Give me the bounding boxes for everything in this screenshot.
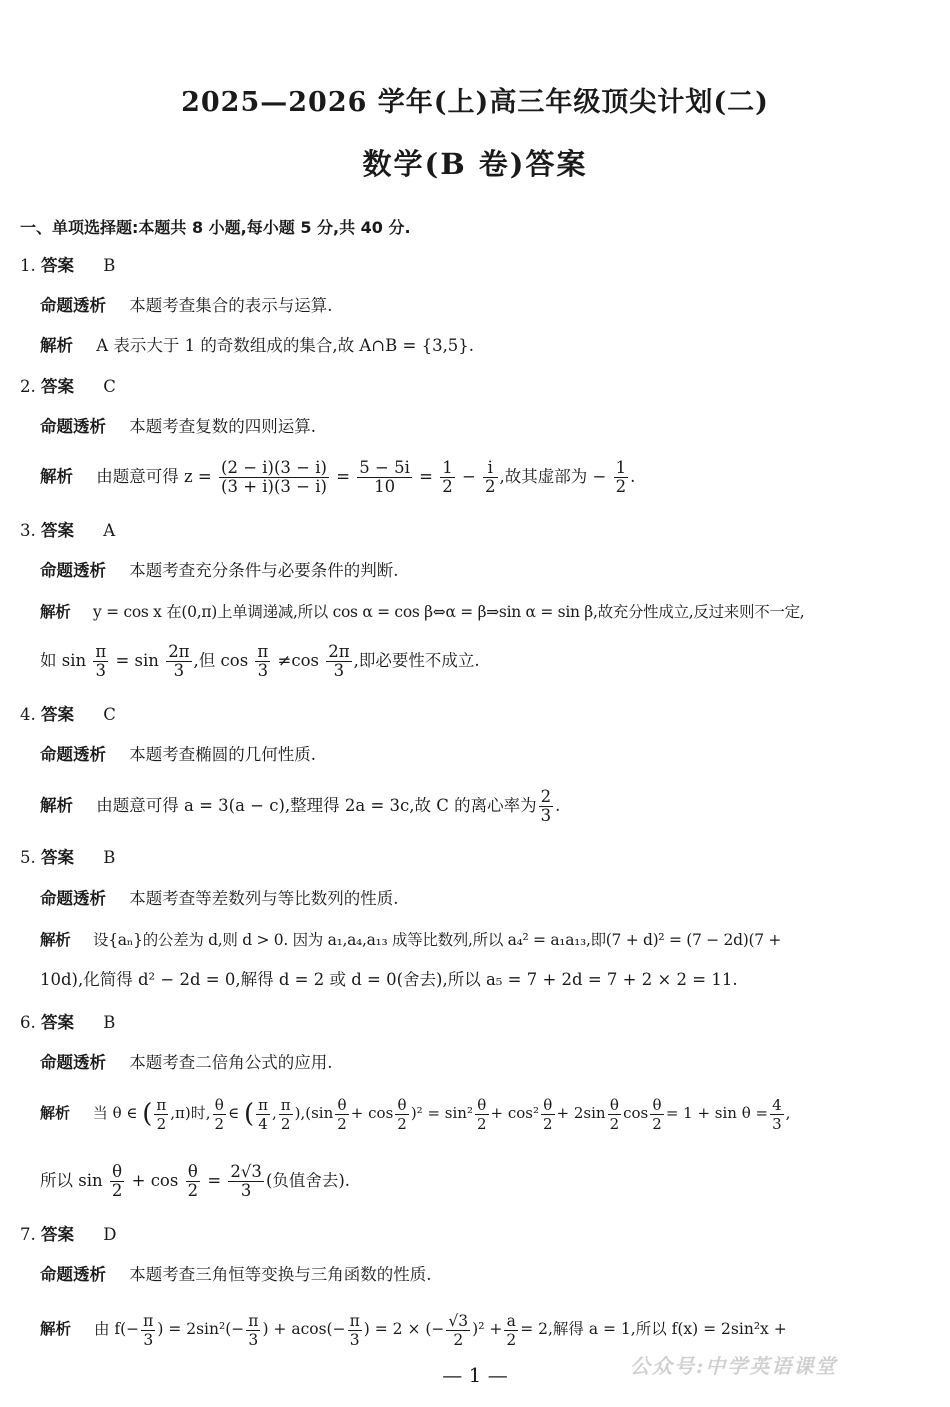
q6-analysis-line-2 <box>40 1158 350 1204</box>
answer-value: B <box>103 1013 116 1032</box>
analysis-text: + cos² <box>490 1104 539 1122</box>
denominator: 2 <box>453 1330 464 1349</box>
denominator: 2 <box>111 1181 123 1200</box>
q2-analysis-line <box>40 454 635 500</box>
fraction <box>256 1096 270 1133</box>
intent-text: 本题考查二倍角公式的应用. <box>129 1053 333 1072</box>
analysis-text: + 2sin <box>556 1104 606 1122</box>
analysis-text: ), <box>294 1104 306 1122</box>
numerator: π <box>95 642 107 661</box>
numerator: 5 − 5i <box>359 458 410 477</box>
q1-answer-line <box>20 254 115 278</box>
fraction <box>154 1096 168 1133</box>
numerator: π <box>143 1311 154 1330</box>
analysis-text: = <box>207 1171 222 1190</box>
answer-label: 答案 <box>41 848 74 867</box>
analysis-text: 如 sin <box>40 651 87 670</box>
numerator: θ <box>110 1163 125 1182</box>
denominator: 2 <box>652 1114 662 1133</box>
q2-intent-line <box>40 415 316 439</box>
analysis-text: y = cos x 在(0,π)上单调递减,所以 cos α = cos β⇔α = β⇒sin α = sin β,故充分性成立,反过来则不一定, <box>93 603 805 621</box>
denominator: 10 <box>374 477 396 496</box>
q1-intent-line <box>40 294 333 318</box>
analysis-text: , <box>271 1104 277 1122</box>
numerator: 2 <box>540 787 552 806</box>
analysis-label: 解析 <box>40 603 71 621</box>
analysis-text: cos <box>623 1104 649 1122</box>
paren: ( <box>243 1099 255 1129</box>
fraction <box>395 1096 409 1133</box>
denominator: 2 <box>280 1114 291 1133</box>
fraction <box>219 459 329 496</box>
numerator: π <box>248 1311 259 1330</box>
analysis-text: + cos <box>131 1171 179 1190</box>
q7-intent-line <box>40 1263 432 1287</box>
analysis-label: 解析 <box>40 467 73 486</box>
paren: ( <box>142 1099 153 1129</box>
fraction <box>326 643 351 680</box>
document-title: 2025—2026 学年(上)高三年级顶尖计划(二) <box>181 87 769 118</box>
denominator: 3 <box>173 661 185 680</box>
denominator: 2 <box>615 477 627 496</box>
fraction <box>246 1312 260 1349</box>
intent-text: 本题考查三角恒等变换与三角函数的性质. <box>129 1265 432 1284</box>
numerator: i <box>483 459 498 478</box>
fraction <box>614 459 629 496</box>
intent-text: 本题考查集合的表示与运算. <box>129 296 333 315</box>
numerator: θ <box>395 1096 409 1115</box>
denominator: 2 <box>476 1114 487 1133</box>
intent-label: 命题透析 <box>40 889 106 908</box>
answer-value: B <box>103 256 116 275</box>
denominator: 3 <box>333 661 345 680</box>
fraction <box>228 1163 264 1200</box>
question-number: 5. <box>20 848 36 867</box>
q3-analysis-line-2 <box>40 638 480 684</box>
numerator: π <box>156 1095 167 1114</box>
denominator: 2 <box>337 1114 347 1133</box>
analysis-text: = 2,解得 a = 1,所以 f(x) = 2sin²x + <box>520 1320 787 1338</box>
analysis-text: )² + <box>472 1320 503 1338</box>
analysis-text: 当 θ ∈ <box>92 1104 138 1122</box>
q1-analysis-line <box>40 334 474 358</box>
answer-value: C <box>103 377 116 396</box>
fraction <box>110 1163 125 1200</box>
fraction <box>166 643 191 680</box>
answer-label: 答案 <box>41 1225 74 1244</box>
analysis-text: ∈ <box>228 1104 240 1122</box>
numerator: 2π <box>328 642 350 661</box>
q2-answer-line <box>20 375 116 399</box>
denominator: 2 <box>609 1114 620 1133</box>
denominator: 2 <box>506 1330 517 1349</box>
analysis-label: 解析 <box>40 796 73 815</box>
fraction <box>335 1096 349 1133</box>
analysis-text: ) = 2 × (− <box>363 1320 445 1338</box>
numerator: (2 − i)(3 − i) <box>221 458 327 477</box>
watermark: 公众号:中学英语课堂 <box>630 1354 838 1378</box>
numerator: 1 <box>615 458 627 477</box>
answer-label: 答案 <box>41 521 74 540</box>
analysis-text: 由题意可得 a = 3(a − c),整理得 2a = 3c,故 C 的离心率为 <box>96 796 537 815</box>
answer-value: C <box>103 705 116 724</box>
fraction <box>650 1096 664 1133</box>
fraction <box>279 1096 293 1133</box>
analysis-text: ,故其虚部为 − <box>499 467 607 486</box>
answer-value: D <box>103 1225 117 1244</box>
intent-text: 本题考查充分条件与必要条件的判断. <box>129 561 399 580</box>
analysis-text: 由题意可得 z = <box>96 467 212 486</box>
q5-intent-line <box>40 887 399 911</box>
intent-text: 本题考查等差数列与等比数列的性质. <box>129 889 399 908</box>
denominator: 4 <box>258 1114 268 1133</box>
intent-label: 命题透析 <box>40 745 106 764</box>
q3-intent-line <box>40 559 399 583</box>
denominator: 2 <box>397 1114 407 1133</box>
numerator: 2π <box>168 642 190 661</box>
fraction <box>186 1163 201 1200</box>
analysis-text: 设{aₙ}的公差为 d,则 d > 0. 因为 a₁,a₄,a₁₃ 成等比数列,所以 a₄² = a₁a₁₃,即(7 + d)² = (7 − 2d)(7 + <box>93 931 782 949</box>
section-heading: 一、单项选择题:本题共 8 小题,每小题 5 分,共 40 分. <box>20 218 411 237</box>
analysis-text: ,即必要性不成立. <box>353 651 480 670</box>
fraction <box>539 788 554 825</box>
intent-label: 命题透析 <box>40 1053 106 1072</box>
question-number: 2. <box>20 377 36 396</box>
numerator: θ <box>213 1096 227 1115</box>
q3-analysis-line <box>40 600 804 624</box>
denominator: 3 <box>143 1330 154 1349</box>
numerator: θ <box>475 1096 489 1115</box>
q6-analysis-line <box>40 1090 790 1137</box>
analysis-text: = sin <box>115 651 159 670</box>
analysis-text: = 1 + sin θ = <box>665 1104 769 1122</box>
fraction <box>541 1096 555 1133</box>
intent-text: 本题考查椭圆的几何性质. <box>129 745 316 764</box>
fraction <box>608 1096 622 1133</box>
answer-value: B <box>103 848 116 867</box>
q3-answer-line <box>20 519 115 543</box>
analysis-label: 解析 <box>40 931 71 949</box>
question-number: 7. <box>20 1225 36 1244</box>
denominator: 3 <box>540 806 552 825</box>
q4-analysis-line <box>40 783 560 829</box>
question-number: 1. <box>20 256 36 275</box>
denominator: (3 + i)(3 − i) <box>221 477 327 496</box>
equals: = <box>336 467 351 486</box>
denominator: 2 <box>485 477 496 496</box>
fraction <box>255 643 270 680</box>
denominator: 3 <box>349 1330 360 1349</box>
fraction <box>93 643 108 680</box>
numerator: θ <box>541 1096 555 1115</box>
analysis-text: , <box>785 1104 791 1122</box>
numerator: θ <box>186 1163 201 1182</box>
fraction <box>770 1096 784 1133</box>
analysis-text: (负值舍去). <box>265 1171 351 1190</box>
analysis-text: . <box>630 467 636 486</box>
equals: = <box>419 467 433 486</box>
denominator: 3 <box>257 661 269 680</box>
numerator: 2√3 <box>230 1162 262 1181</box>
q5-analysis-line <box>40 928 781 952</box>
fraction <box>504 1312 518 1349</box>
numerator: π <box>349 1311 360 1330</box>
analysis-text: ,π)时, <box>170 1104 211 1122</box>
numerator: π <box>257 642 269 661</box>
q4-intent-line <box>40 743 316 767</box>
numerator: a <box>504 1312 518 1331</box>
answer-value: A <box>103 521 116 540</box>
analysis-text: 由 f(− <box>93 1320 140 1338</box>
intent-label: 命题透析 <box>40 1265 106 1284</box>
numerator: θ <box>650 1096 664 1115</box>
q7-analysis-line <box>40 1306 787 1352</box>
numerator: 1 <box>442 458 453 477</box>
analysis-text: (sin <box>305 1104 334 1122</box>
denominator: 2 <box>442 477 453 496</box>
intent-label: 命题透析 <box>40 561 106 580</box>
question-number: 3. <box>20 521 36 540</box>
answer-label: 答案 <box>41 256 74 275</box>
fraction <box>483 459 498 496</box>
intent-label: 命题透析 <box>40 296 106 315</box>
analysis-text: ) = 2sin²(− <box>157 1320 245 1338</box>
denominator: 2 <box>542 1114 553 1133</box>
intent-label: 命题透析 <box>40 417 106 436</box>
fraction <box>475 1096 489 1133</box>
numerator: π <box>258 1095 268 1114</box>
page-number: — 1 — <box>442 1363 508 1387</box>
q4-answer-line <box>20 703 116 727</box>
numerator: π <box>280 1095 291 1114</box>
analysis-text: ,但 cos <box>193 651 249 670</box>
denominator: 2 <box>214 1114 225 1133</box>
analysis-text: ) + acos(− <box>262 1320 346 1338</box>
analysis-text: 10d),化简得 d² − 2d = 0,解得 d = 2 或 d = 0(舍去),所以 a₅ = 7 + 2d = 7 + 2 × 2 = 11. <box>40 970 738 989</box>
numerator: √3 <box>448 1311 469 1330</box>
fraction <box>141 1312 155 1349</box>
analysis-label: 解析 <box>40 336 73 355</box>
analysis-text: . <box>555 796 561 815</box>
numerator: 4 <box>772 1095 782 1114</box>
analysis-label: 解析 <box>40 1104 71 1122</box>
fraction <box>446 1312 470 1349</box>
intent-text: 本题考查复数的四则运算. <box>129 417 316 436</box>
q5-answer-line <box>20 846 115 870</box>
fraction <box>357 459 412 496</box>
answer-label: 答案 <box>41 705 74 724</box>
denominator: 3 <box>95 661 107 680</box>
minus: − <box>461 467 476 486</box>
denominator: 3 <box>772 1114 782 1133</box>
q7-answer-line <box>20 1223 116 1247</box>
analysis-text: A 表示大于 1 的奇数组成的集合,故 A∩B = {3,5}. <box>96 336 475 355</box>
denominator: 2 <box>156 1114 167 1133</box>
question-number: 6. <box>20 1013 36 1032</box>
question-number: 4. <box>20 705 36 724</box>
denominator: 2 <box>187 1181 199 1200</box>
analysis-label: 解析 <box>40 1320 72 1338</box>
q6-answer-line <box>20 1011 115 1035</box>
numerator: θ <box>335 1096 349 1115</box>
document-subtitle: 数学(B 卷)答案 <box>362 147 588 181</box>
analysis-text: + cos <box>350 1104 394 1122</box>
analysis-text: )² = sin² <box>410 1104 473 1122</box>
fraction <box>348 1312 362 1349</box>
answer-label: 答案 <box>41 1013 74 1032</box>
numerator: θ <box>608 1096 622 1115</box>
q5-analysis-line-2 <box>40 968 738 992</box>
q6-intent-line <box>40 1051 333 1075</box>
denominator: 3 <box>248 1330 259 1349</box>
analysis-text: 所以 sin <box>40 1171 103 1190</box>
answer-label: 答案 <box>41 377 74 396</box>
fraction <box>213 1096 227 1133</box>
denominator: 3 <box>240 1181 252 1200</box>
fraction <box>440 459 455 496</box>
analysis-text: ≠cos <box>277 651 319 670</box>
